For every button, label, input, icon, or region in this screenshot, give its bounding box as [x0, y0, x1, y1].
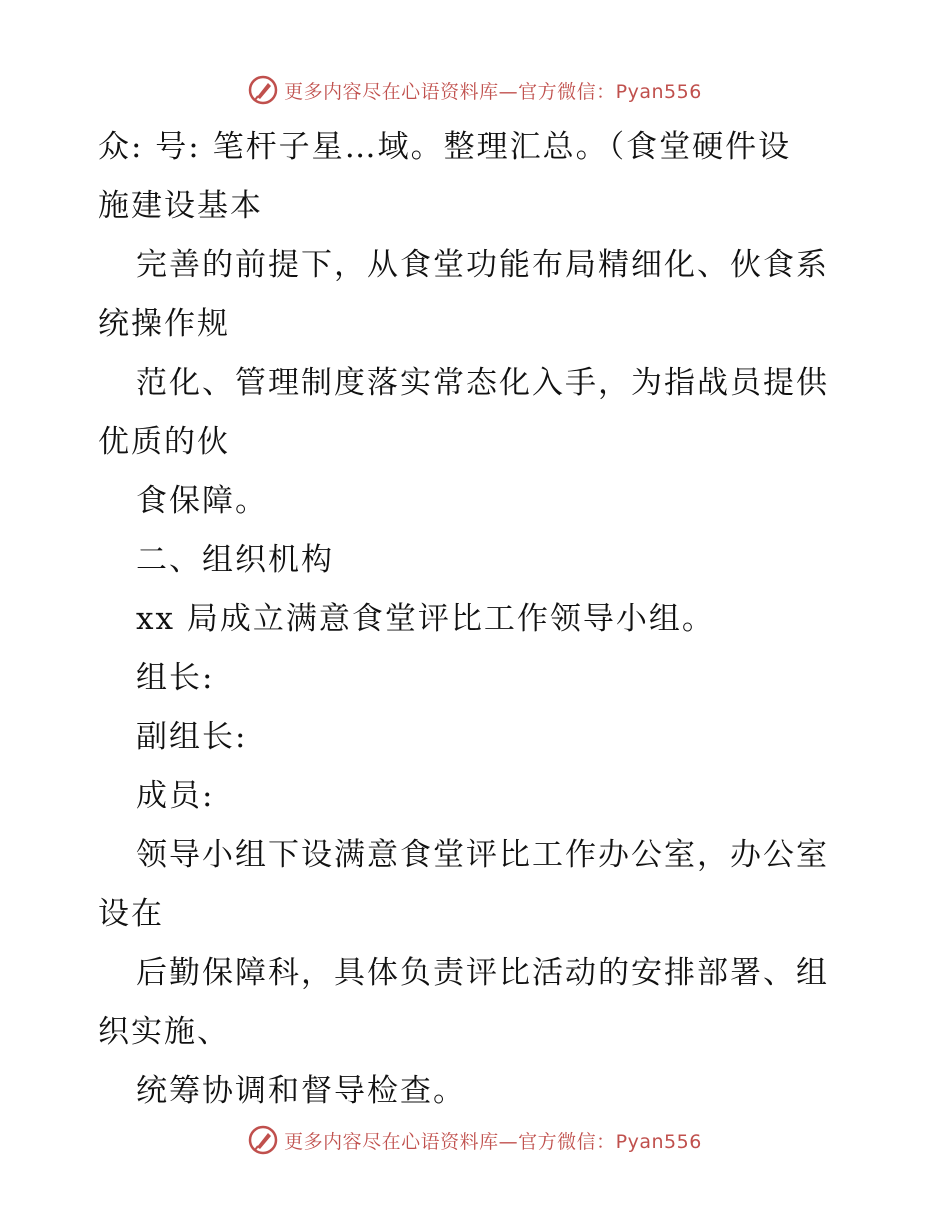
text-line: 领导小组下设满意食堂评比工作办公室，办公室 — [136, 837, 829, 873]
text-line: 后勤保障科，具体负责评比活动的安排部署、组 — [136, 955, 829, 991]
text-line: xx 局成立满意食堂评比工作领导小组。 — [136, 601, 715, 637]
text-line: 设在 — [98, 896, 164, 932]
header-watermark — [0, 70, 950, 110]
text-line: 众: 号: 笔杆子星…域。整理汇总。（食堂硬件设 — [98, 129, 792, 165]
text-line: 组长: — [136, 660, 215, 696]
text-line: 食保障。 — [136, 483, 268, 519]
text-line: 施建设基本 — [98, 188, 263, 224]
watermark-text: 更多内容尽在心语资料库—官方微信：Pyan556 — [284, 80, 702, 103]
footer-watermark — [0, 1120, 950, 1160]
section-heading: 二、组织机构 — [136, 542, 334, 578]
text-line: 统操作规 — [98, 306, 230, 342]
quill-pen-circle-icon — [248, 1125, 278, 1155]
quill-pen-circle-icon — [248, 75, 278, 105]
text-line: 统筹协调和督导检查。 — [136, 1073, 466, 1109]
document-body — [98, 118, 858, 1121]
watermark-text: 更多内容尽在心语资料库—官方微信：Pyan556 — [284, 1130, 702, 1153]
text-line: 成员: — [136, 778, 215, 814]
text-line: 完善的前提下，从食堂功能布局精细化、伙食系 — [136, 247, 829, 283]
text-line: 优质的伙 — [98, 424, 230, 460]
text-line: 织实施、 — [98, 1014, 230, 1050]
text-line: 范化、管理制度落实常态化入手，为指战员提供 — [136, 365, 829, 401]
text-line: 副组长: — [136, 719, 248, 755]
